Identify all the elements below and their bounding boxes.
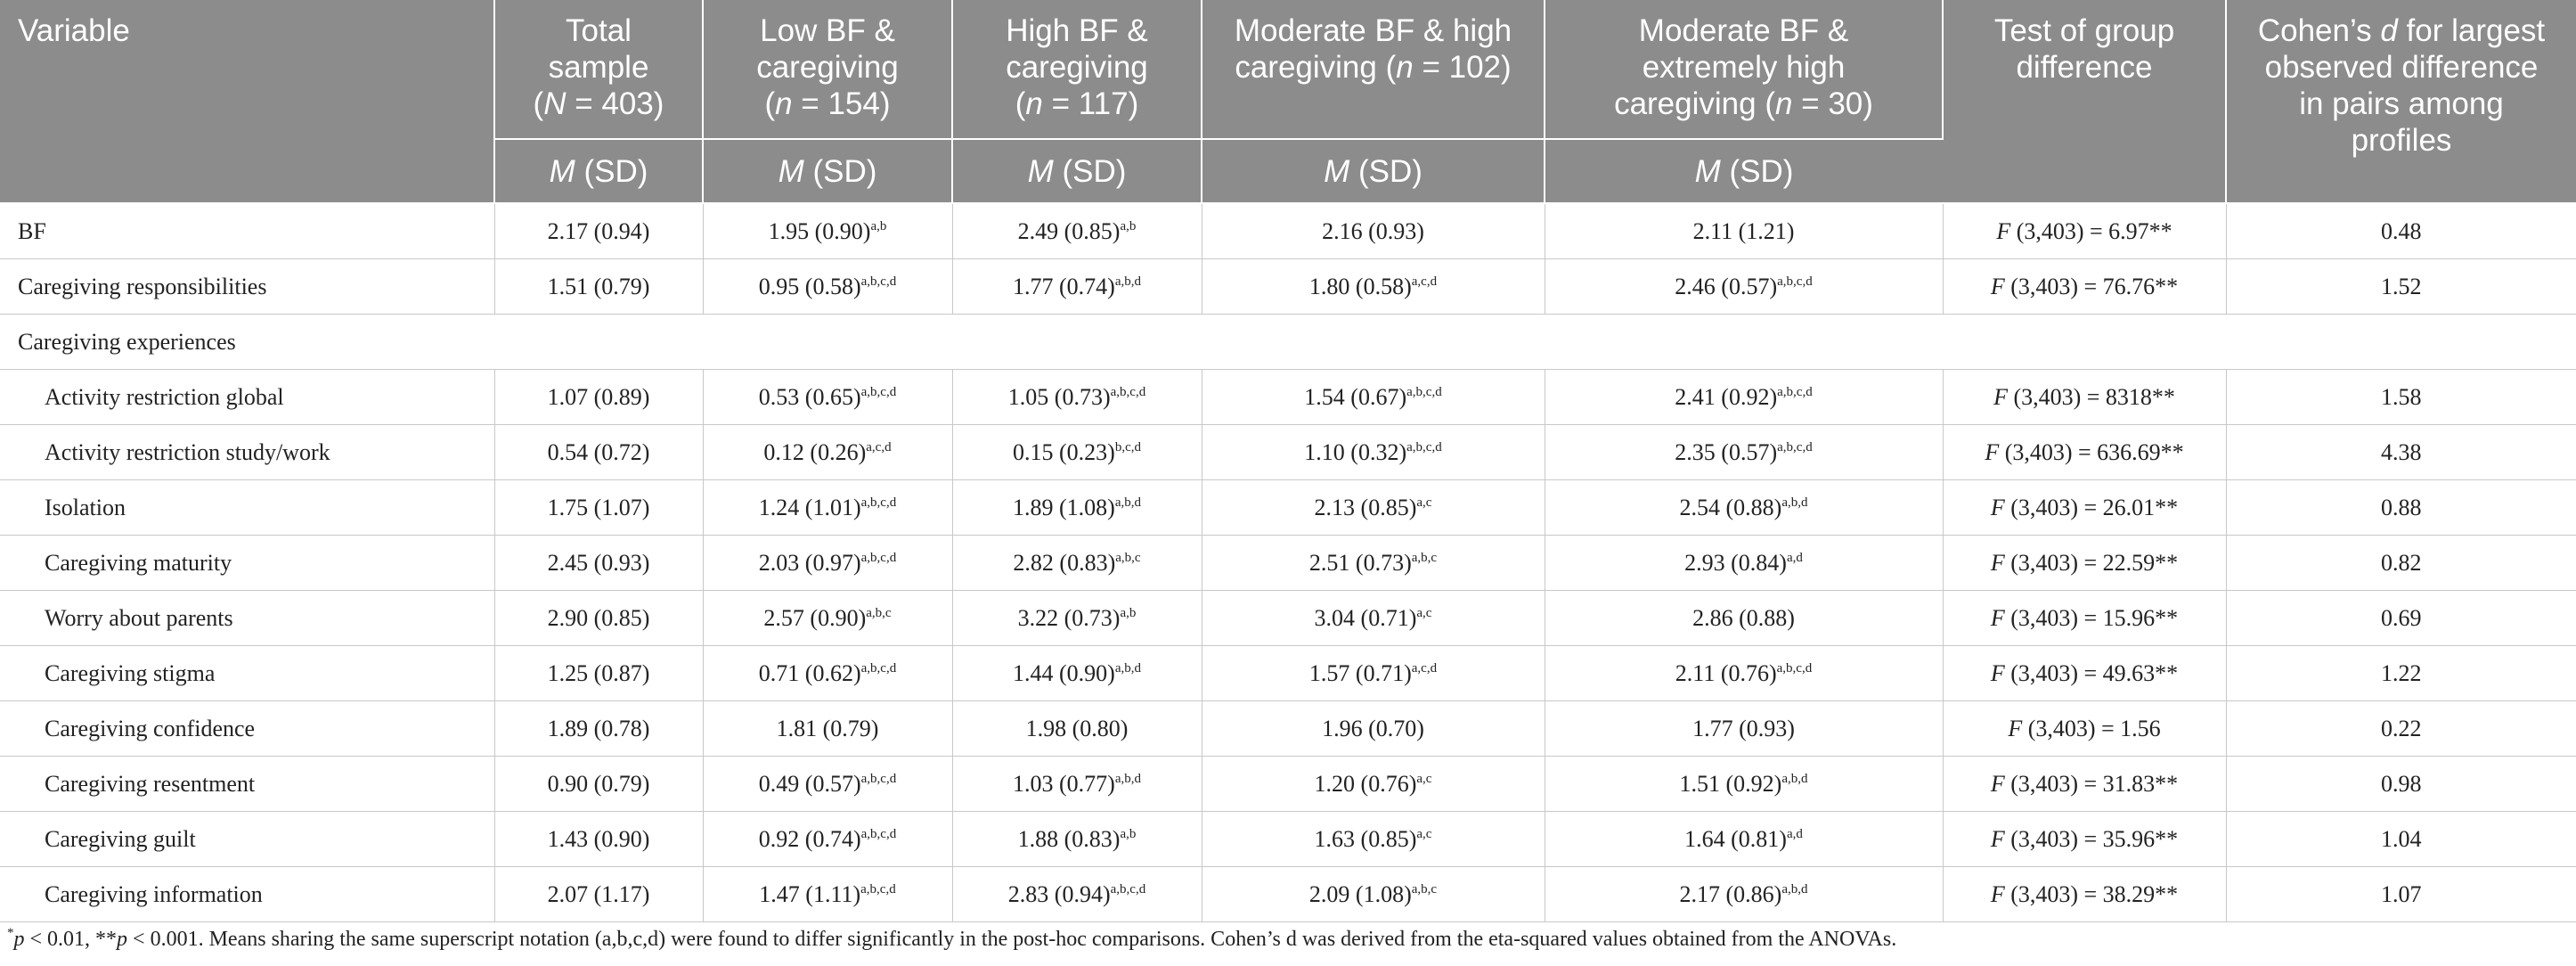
superscript-groups: a,b,c,d	[1110, 881, 1146, 896]
mean-sd-cell	[1545, 757, 1943, 812]
mean-sd-cell	[1202, 757, 1545, 812]
mean-sd-cell	[494, 259, 703, 315]
mean-sd-value: 3.22 (0.73)	[1017, 604, 1121, 631]
cohens-d-value: 4.38	[2226, 425, 2576, 480]
cohens-d-value: 1.04	[2226, 812, 2576, 867]
cohens-d-value: 0.69	[2226, 591, 2576, 646]
superscript-groups: a,b,c,d	[1777, 274, 1813, 289]
mean-sd-value: 1.47 (1.11)	[759, 880, 861, 907]
section-row	[0, 315, 2576, 370]
mean-sd-value: 0.12 (0.26)	[763, 438, 867, 465]
mean-sd-value: 1.63 (0.85)	[1314, 825, 1417, 852]
variable-label: Activity restriction study/work	[0, 425, 494, 480]
mean-sd-value: 2.45 (0.93)	[547, 549, 650, 576]
cohens-d-value: 0.22	[2226, 701, 2576, 757]
mean-sd-cell	[494, 480, 703, 536]
superscript-groups: b,c,d	[1114, 439, 1141, 454]
test-cell: F (3,403) = 22.59**	[1943, 536, 2226, 591]
mean-sd-cell	[703, 812, 952, 867]
mean-sd-cell	[952, 757, 1202, 812]
mean-sd-cell	[952, 701, 1202, 757]
superscript-groups: a,b,d	[1114, 274, 1141, 289]
mean-sd-value: 2.51 (0.73)	[1308, 549, 1412, 576]
mean-sd-value: 2.17 (0.94)	[547, 217, 650, 244]
mean-sd-value: 1.96 (0.70)	[1322, 715, 1424, 741]
superscript-groups: a,b,d	[1781, 881, 1808, 896]
table-row	[0, 867, 2576, 922]
mean-sd-value: 2.49 (0.85)	[1017, 217, 1121, 244]
superscript-groups: a,b,c,d	[860, 660, 897, 675]
mean-sd-cell	[1545, 701, 1943, 757]
mean-sd-value: 1.75 (1.07)	[547, 494, 650, 520]
cohens-d-value: 0.82	[2226, 536, 2576, 591]
table-row	[0, 259, 2576, 315]
test-cell: F (3,403) = 636.69**	[1943, 425, 2226, 480]
mean-sd-value: 1.05 (0.73)	[1007, 383, 1111, 410]
superscript-groups: a,b,c,d	[860, 771, 897, 786]
mean-sd-cell	[952, 867, 1202, 922]
mean-sd-value: 1.77 (0.74)	[1013, 273, 1115, 299]
mean-sd-cell	[494, 425, 703, 480]
superscript-groups: a,b,c,d	[860, 550, 897, 565]
superscript-groups: a,b,d	[1114, 660, 1141, 675]
mean-sd-cell	[1545, 425, 1943, 480]
variable-label: Activity restriction global	[0, 370, 494, 425]
mean-sd-cell	[703, 646, 952, 701]
variable-label: Caregiving maturity	[0, 536, 494, 591]
mean-sd-cell	[703, 757, 952, 812]
mean-sd-value: 3.04 (0.71)	[1314, 604, 1417, 631]
mean-sd-value: 1.03 (0.77)	[1013, 770, 1115, 797]
mean-sd-value: 2.41 (0.92)	[1675, 383, 1778, 410]
mean-sd-cell	[494, 536, 703, 591]
mean-sd-cell	[1545, 480, 1943, 536]
table-row	[0, 425, 2576, 480]
mean-sd-cell	[1545, 259, 1943, 315]
mean-sd-cell	[952, 591, 1202, 646]
header-total-sample: Total sample (N = 403)	[494, 0, 703, 139]
cohens-d-value: 1.22	[2226, 646, 2576, 701]
mean-sd-value: 0.90 (0.79)	[547, 770, 650, 797]
mean-sd-value: 1.10 (0.32)	[1304, 438, 1407, 465]
mean-sd-cell	[952, 646, 1202, 701]
msd-label: M (SD)	[1202, 139, 1545, 203]
header-cohens-d: Cohen’s d for largest observed difference in pairs among profiles	[2226, 0, 2576, 203]
mean-sd-value: 2.35 (0.57)	[1675, 438, 1778, 465]
mean-sd-cell	[1545, 812, 1943, 867]
mean-sd-cell	[703, 259, 952, 315]
mean-sd-value: 0.71 (0.62)	[758, 659, 861, 686]
superscript-groups: a,b,c,d	[860, 495, 897, 510]
superscript-groups: a,c	[1416, 495, 1432, 510]
mean-sd-value: 2.54 (0.88)	[1679, 494, 1782, 520]
superscript-groups: a,b,c,d	[1777, 439, 1813, 454]
variable-label: Worry about parents	[0, 591, 494, 646]
table-row	[0, 646, 2576, 701]
superscript-groups: a,b,d	[1781, 495, 1808, 510]
superscript-groups: a,b,c,d	[860, 881, 896, 896]
mean-sd-value: 2.03 (0.97)	[758, 549, 861, 576]
cohens-d-value: 1.07	[2226, 867, 2576, 922]
mean-sd-cell	[703, 701, 952, 757]
mean-sd-value: 2.93 (0.84)	[1684, 549, 1787, 576]
mean-sd-cell	[703, 425, 952, 480]
table-row	[0, 812, 2576, 867]
mean-sd-cell	[1202, 646, 1545, 701]
mean-sd-value: 1.20 (0.76)	[1314, 770, 1417, 797]
mean-sd-value: 0.95 (0.58)	[758, 273, 861, 299]
mean-sd-value: 2.09 (1.08)	[1308, 880, 1412, 907]
mean-sd-value: 0.92 (0.74)	[758, 825, 861, 852]
mean-sd-cell	[952, 259, 1202, 315]
mean-sd-value: 1.95 (0.90)	[768, 217, 871, 244]
mean-sd-value: 1.89 (1.08)	[1013, 494, 1115, 520]
table-row	[0, 701, 2576, 757]
test-cell: F (3,403) = 49.63**	[1943, 646, 2226, 701]
table-row	[0, 370, 2576, 425]
mean-sd-cell	[952, 203, 1202, 259]
mean-sd-cell	[952, 425, 1202, 480]
variable-label: Caregiving guilt	[0, 812, 494, 867]
superscript-groups: a,b	[1120, 605, 1137, 620]
mean-sd-value: 1.80 (0.58)	[1308, 273, 1412, 299]
msd-label: M (SD)	[703, 139, 952, 203]
table-row	[0, 203, 2576, 259]
test-cell: F (3,403) = 31.83**	[1943, 757, 2226, 812]
superscript-groups: a,b,c	[1115, 550, 1141, 565]
mean-sd-cell	[1202, 591, 1545, 646]
mean-sd-cell	[1202, 203, 1545, 259]
section-label: Caregiving experiences	[0, 315, 2576, 370]
msd-label: M (SD)	[1545, 139, 1943, 203]
mean-sd-value: 1.07 (0.89)	[547, 383, 650, 410]
mean-sd-cell	[1545, 203, 1943, 259]
table-row	[0, 757, 2576, 812]
msd-label: M (SD)	[952, 139, 1202, 203]
mean-sd-cell	[1202, 536, 1545, 591]
test-cell: F (3,403) = 38.29**	[1943, 867, 2226, 922]
variable-label: BF	[0, 203, 494, 259]
variable-label: Caregiving stigma	[0, 646, 494, 701]
mean-sd-cell	[703, 867, 952, 922]
variable-label: Caregiving responsibilities	[0, 259, 494, 315]
superscript-groups: a,b,d	[1114, 495, 1141, 510]
superscript-groups: a,b,c,d	[860, 826, 897, 841]
mean-sd-cell	[1545, 591, 1943, 646]
mean-sd-value: 2.46 (0.57)	[1675, 273, 1778, 299]
mean-sd-cell	[1202, 259, 1545, 315]
superscript-groups: a,d	[1786, 550, 1803, 565]
mean-sd-value: 1.25 (0.87)	[547, 659, 650, 686]
mean-sd-value: 0.53 (0.65)	[758, 383, 861, 410]
table-row	[0, 591, 2576, 646]
table-row	[0, 480, 2576, 536]
mean-sd-value: 2.83 (0.94)	[1007, 880, 1111, 907]
mean-sd-value: 1.88 (0.83)	[1017, 825, 1121, 852]
header-low-bf: Low BF & caregiving (n = 154)	[703, 0, 952, 139]
superscript-groups: a,b,c,d	[1776, 660, 1813, 675]
mean-sd-value: 1.51 (0.92)	[1679, 770, 1782, 797]
superscript-groups: a,c	[1416, 605, 1432, 620]
superscript-groups: a,b,c,d	[1406, 439, 1442, 454]
variable-label: Isolation	[0, 480, 494, 536]
mean-sd-cell	[1202, 812, 1545, 867]
superscript-groups: a,d	[1786, 826, 1803, 841]
cohens-d-value: 0.88	[2226, 480, 2576, 536]
mean-sd-cell	[494, 370, 703, 425]
mean-sd-value: 2.11 (0.76)	[1675, 659, 1777, 686]
mean-sd-value: 2.86 (0.88)	[1692, 604, 1795, 631]
mean-sd-value: 1.77 (0.93)	[1692, 715, 1795, 741]
mean-sd-value: 1.57 (0.71)	[1308, 659, 1412, 686]
mean-sd-value: 0.15 (0.23)	[1013, 438, 1115, 465]
mean-sd-value: 2.17 (0.86)	[1679, 880, 1782, 907]
superscript-groups: a,c,d	[1411, 660, 1438, 675]
mean-sd-value: 2.07 (1.17)	[547, 880, 650, 907]
mean-sd-value: 2.57 (0.90)	[763, 604, 867, 631]
superscript-groups: a,c,d	[1411, 274, 1438, 289]
table-row	[0, 536, 2576, 591]
superscript-groups: a,b,d	[1781, 771, 1808, 786]
test-cell: F (3,403) = 1.56	[1943, 701, 2226, 757]
header-high-bf: High BF & caregiving (n = 117)	[952, 0, 1202, 139]
mean-sd-cell	[494, 591, 703, 646]
mean-sd-cell	[703, 370, 952, 425]
cohens-d-value: 1.52	[2226, 259, 2576, 315]
mean-sd-value: 1.44 (0.90)	[1013, 659, 1115, 686]
header-moderate-bf-high: Moderate BF & high caregiving (n = 102)	[1202, 0, 1545, 139]
mean-sd-cell	[1202, 425, 1545, 480]
variable-label: Caregiving resentment	[0, 757, 494, 812]
superscript-groups: a,b,c,d	[860, 274, 897, 289]
mean-sd-cell	[952, 370, 1202, 425]
mean-sd-cell	[494, 203, 703, 259]
mean-sd-value: 1.24 (1.01)	[758, 494, 861, 520]
mean-sd-value: 1.51 (0.79)	[547, 273, 650, 299]
superscript-groups: a,c	[1416, 826, 1432, 841]
msd-label: M (SD)	[494, 139, 703, 203]
mean-sd-cell	[1202, 480, 1545, 536]
mean-sd-cell	[1545, 370, 1943, 425]
test-cell: F (3,403) = 35.96**	[1943, 812, 2226, 867]
superscript-groups: a,c	[1416, 771, 1432, 786]
superscript-groups: a,b,c	[1411, 550, 1438, 565]
mean-sd-value: 1.98 (0.80)	[1025, 715, 1129, 741]
superscript-groups: a,b	[1120, 218, 1137, 233]
mean-sd-value: 1.43 (0.90)	[547, 825, 650, 852]
mean-sd-value: 1.64 (0.81)	[1684, 825, 1787, 852]
mean-sd-cell	[494, 757, 703, 812]
header-test: Test of group difference	[1943, 0, 2226, 203]
mean-sd-cell	[703, 536, 952, 591]
test-cell: F (3,403) = 15.96**	[1943, 591, 2226, 646]
mean-sd-value: 0.54 (0.72)	[547, 438, 650, 465]
superscript-groups: a,b	[870, 218, 887, 233]
superscript-groups: a,b	[1120, 826, 1137, 841]
mean-sd-cell	[1202, 370, 1545, 425]
superscript-groups: a,b,c,d	[1777, 384, 1813, 399]
mean-sd-cell	[1545, 536, 1943, 591]
test-cell: F (3,403) = 8318**	[1943, 370, 2226, 425]
mean-sd-value: 2.16 (0.93)	[1322, 217, 1424, 244]
table-body	[0, 203, 2576, 922]
mean-sd-value: 0.49 (0.57)	[758, 770, 861, 797]
header-variable: Variable	[0, 0, 494, 203]
cohens-d-value: 0.98	[2226, 757, 2576, 812]
mean-sd-cell	[1545, 646, 1943, 701]
superscript-groups: a,b,c,d	[1110, 384, 1146, 399]
mean-sd-value: 2.11 (1.21)	[1692, 217, 1795, 244]
mean-sd-cell	[703, 480, 952, 536]
mean-sd-cell	[1545, 867, 1943, 922]
mean-sd-cell	[952, 812, 1202, 867]
mean-sd-cell	[494, 646, 703, 701]
variable-label: Caregiving information	[0, 867, 494, 922]
cohens-d-value: 0.48	[2226, 203, 2576, 259]
table-footnote: *p < 0.01, **p < 0.001. Means sharing the same superscript notation (a,b,c,d) were found to differ significantly in the post-hoc comparisons. Cohen’s d was derived from the eta-squared values obtained from the ANOVAs.	[7, 926, 1897, 951]
cohens-d-value: 1.58	[2226, 370, 2576, 425]
test-cell: F (3,403) = 76.76**	[1943, 259, 2226, 315]
superscript-groups: a,c,d	[866, 439, 892, 454]
mean-sd-cell	[703, 591, 952, 646]
mean-sd-value: 2.13 (0.85)	[1314, 494, 1417, 520]
mean-sd-cell	[1202, 867, 1545, 922]
superscript-groups: a,b,c	[866, 605, 892, 620]
mean-sd-cell	[494, 812, 703, 867]
mean-sd-value: 2.90 (0.85)	[547, 604, 650, 631]
mean-sd-value: 1.81 (0.79)	[776, 715, 879, 741]
mean-sd-cell	[703, 203, 952, 259]
test-cell: F (3,403) = 6.97**	[1943, 203, 2226, 259]
superscript-groups: a,b,c,d	[860, 384, 897, 399]
mean-sd-cell	[494, 867, 703, 922]
test-cell: F (3,403) = 26.01**	[1943, 480, 2226, 536]
variable-label: Caregiving confidence	[0, 701, 494, 757]
superscript-groups: a,b,c,d	[1406, 384, 1442, 399]
mean-sd-cell	[494, 701, 703, 757]
superscript-groups: a,b,c	[1411, 881, 1438, 896]
mean-sd-value: 1.54 (0.67)	[1304, 383, 1407, 410]
mean-sd-cell	[1202, 701, 1545, 757]
superscript-groups: a,b,d	[1114, 771, 1141, 786]
mean-sd-cell	[952, 480, 1202, 536]
mean-sd-value: 2.82 (0.83)	[1013, 549, 1116, 576]
mean-sd-value: 1.89 (0.78)	[547, 715, 650, 741]
header-moderate-bf-extreme: Moderate BF & extremely high caregiving (n = 30)	[1545, 0, 1943, 139]
mean-sd-cell	[952, 536, 1202, 591]
